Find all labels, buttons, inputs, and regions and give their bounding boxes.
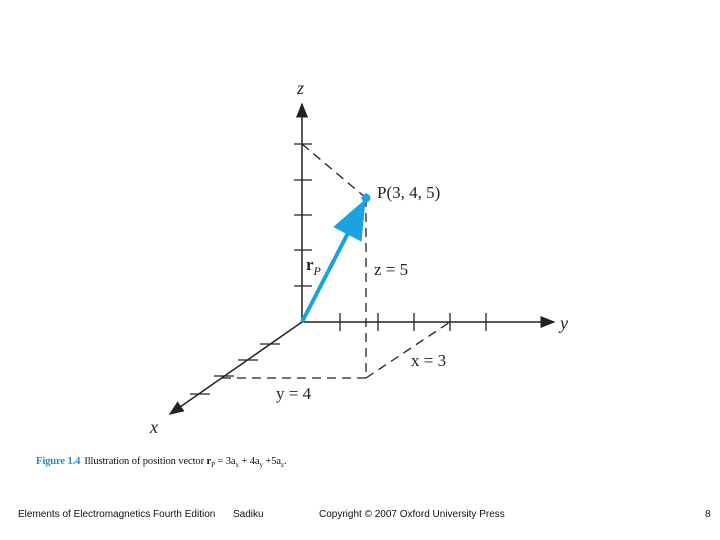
footer-title: Elements of Electromagnetics Fourth Edition (18, 509, 216, 520)
caption-vector-sub: P (211, 461, 215, 470)
vector-label (306, 255, 322, 278)
caption-end: . (283, 456, 287, 467)
x-axis-label: x (150, 417, 158, 437)
footer-copyright: Copyright © 2007 Oxford University Press (319, 509, 505, 520)
caption-text: Illustration of position vector (84, 456, 204, 467)
x-annotation: x = 3 (411, 351, 447, 370)
caption-sub-x: x (235, 461, 239, 470)
vector-label-main: r (306, 255, 314, 274)
vector-label-sub: P (313, 264, 321, 278)
point-p-label: P(3, 4, 5) (377, 183, 441, 202)
caption-sub-z: z (280, 461, 284, 470)
z-annotation: z = 5 (374, 260, 409, 279)
figure-label: Figure 1.4 (36, 456, 81, 467)
footer-page-number: 8 (705, 509, 711, 520)
point-p-dot (362, 194, 371, 203)
z-axis-label: z (297, 78, 305, 98)
footer-author: Sadiku (233, 509, 264, 520)
y-axis-label: y (560, 313, 568, 333)
y-annotation: y = 4 (276, 384, 312, 403)
caption-eq: = 3a (214, 456, 236, 467)
caption-vector: r (206, 456, 212, 467)
caption-sub-y: y (259, 461, 263, 470)
caption-term2: + 4a (238, 456, 260, 467)
figure-caption (36, 456, 286, 469)
caption-term3: +5a (262, 456, 281, 467)
